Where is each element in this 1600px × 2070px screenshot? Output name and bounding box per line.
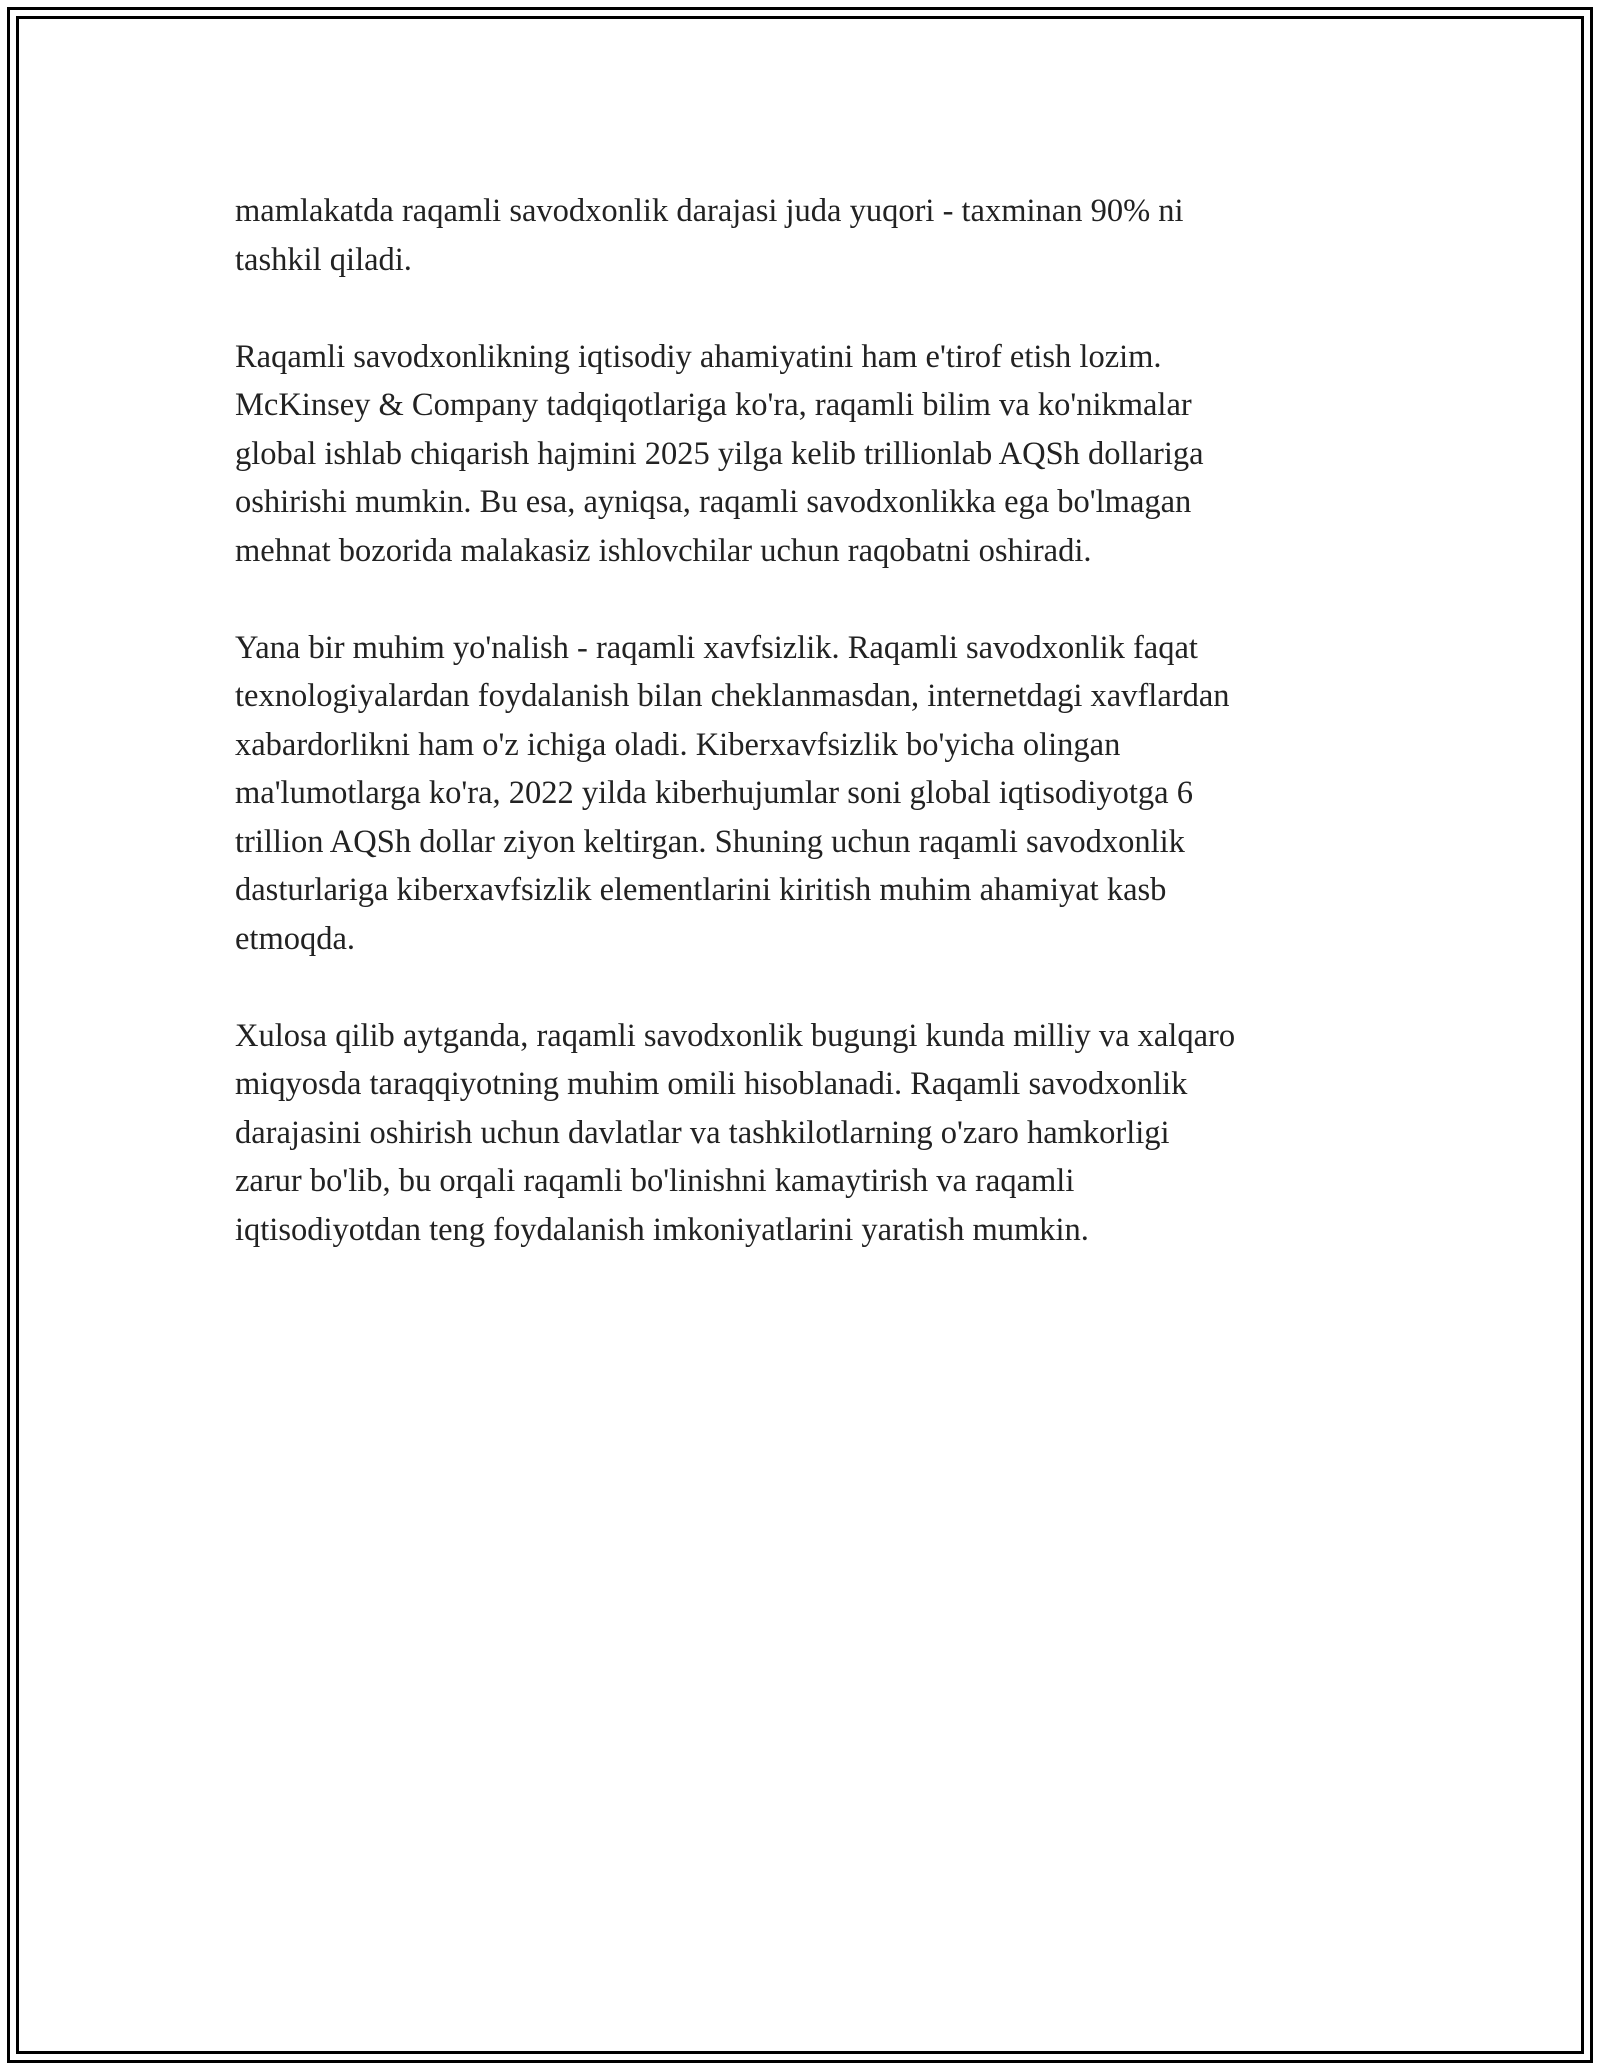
paragraph: mamlakatda raqamli savodxonlik darajasi juda yuqori - taxminan 90% ni tashkil qiladi. (235, 193, 1184, 278)
paragraph: Yana bir muhim yo'nalish - raqamli xavfsizlik. Raqamli savodxonlik faqat texnologiyalardan foydalanish bilan cheklanmasdan, internetdagi xavflardan xabardorlikni ham o'z ichiga oladi. Kiberxavfsizlik bo'yicha olingan ma'lumotlarga ko'ra, 2022 yilda kiberhujumlar soni global iqtisodiyotga 6 trillion AQSh dollar ziyon keltirgan. Shuning uchun raqamli savodxonlik dasturlariga kiberxavfsizlik elementlarini kiritish muhim ahamiyat kasb etmoqda. (235, 629, 1230, 957)
paragraph: Xulosa qilib aytganda, raqamli savodxonlik bugungi kunda milliy va xalqaro miqyosda taraqqiyotning muhim omili hisoblanadi. Raqamli savodxonlik darajasini oshirish uchun davlatlar va tashkilotlarning o'zaro hamkorligi zarur bo'lib, bu orqali raqamli bo'linishni kamaytirish va raqamli iqtisodiyotdan teng foydalanish imkoniyatlarini yaratish mumkin. (235, 1017, 1236, 1248)
paragraph: Raqamli savodxonlikning iqtisodiy ahamiyatini ham e'tirof etish lozim. McKinsey & Company tadqiqotlariga ko'ra, raqamli bilim va ko'nikmalar global ishlab chiqarish hajmini 2025 yilga kelib trillionlab AQSh dollariga oshirishi mumkin. Bu esa, ayniqsa, raqamli savodxonlikka ega bo'lmagan mehnat bozorida malakasiz ishlovchilar uchun raqobatni oshiradi. (235, 338, 1204, 569)
document-body (235, 187, 1395, 1303)
